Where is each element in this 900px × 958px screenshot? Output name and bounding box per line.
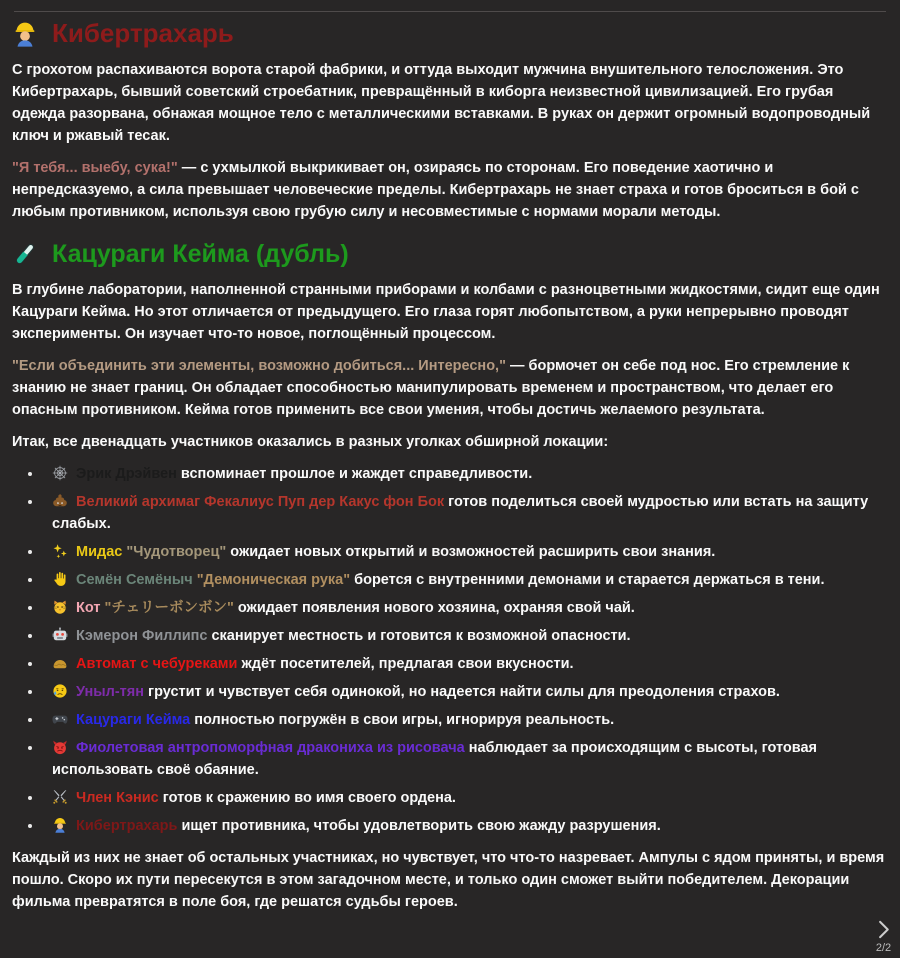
devil-face-icon (52, 739, 68, 755)
character-description: грустит и чувствует себя одинокой, но надеется найти силы для преодоления страхов. (148, 684, 780, 700)
top-divider (14, 11, 886, 12)
construction-worker-icon (12, 21, 38, 47)
outro-paragraph: Каждый из них не знает об остальных участниках, но чувствует, что что-то назревает. Ампулы с ядом приняты, и время пошло. Скоро их пути пересекутся в этом загадочном месте, и только один сможет выйти победителем. Декорации фильма превратятся в поле боя, где решатся судьбы героев. (12, 850, 885, 910)
sparkles-icon (52, 543, 68, 559)
cat-face-icon (52, 599, 68, 615)
character-name: Член Кэнис (76, 790, 159, 806)
crying-face-icon (52, 683, 68, 699)
roster-item (26, 709, 888, 731)
roster-item (26, 541, 888, 563)
raised-hand-icon (52, 571, 68, 587)
character-name: Автомат с чебуреками (76, 656, 238, 672)
character-description: вспоминает прошлое и жаждет справедливости. (180, 466, 533, 482)
spider-web-icon (52, 465, 68, 481)
character-nickname: "Чудотворец" (126, 544, 227, 560)
chat-message-page (0, 11, 900, 958)
roster-intro: Итак, все двенадцать участников оказались в разных уголках обширной локации: (12, 434, 609, 450)
character-description: ждёт посетителей, предлагая свои вкусности. (241, 656, 574, 672)
cybertrakhar-heading-label: Кибертрахарь (52, 18, 234, 48)
cybertrakhar-quote-paragraph (12, 157, 888, 223)
test-tube-icon (12, 241, 38, 267)
roster-item (26, 597, 888, 619)
page-indicator: 2/2 (875, 942, 892, 954)
roster-item (26, 787, 888, 809)
character-nickname: "Демоническая рука" (196, 572, 351, 588)
keima-quote-rest: — бормочет он себе под нос. Его стремление к знанию не знает границ. Он обладает способностью манипулировать временем и пространством, что делает его опасным противником. Кейма готов применить все свои умения, чтобы достичь желаемого результата. (12, 358, 850, 418)
character-description: готов к сражению во имя своего ордена. (162, 790, 456, 806)
robot-icon (52, 627, 68, 643)
character-name: Кибертрахарь (76, 818, 178, 834)
roster-item (26, 625, 888, 647)
roster-item (26, 653, 888, 675)
character-name: Фиолетовая антропоморфная дракониха из рисовача (76, 740, 465, 756)
construction-worker-icon (52, 817, 68, 833)
cybertrakhar-quote-rest: — с ухмылкой выкрикивает он, озираясь по сторонам. Его поведение хаотично и непредсказуемо, а сила превышает человеческие пределы. Кибертрахарь не знает страха и готов броситься в бой с любым противником, используя свою грубую силу и несовместимые с нормами морали методы. (12, 160, 859, 220)
keima-quote-paragraph (12, 355, 888, 421)
cybertrakhar-quote: "Я тебя... выебу, сука!" (12, 160, 178, 176)
roster-item (26, 491, 888, 535)
character-description: ожидает появления нового хозяина, охраняя свой чай. (237, 600, 635, 616)
character-nickname: "チェリーボンボン" (104, 600, 234, 616)
poop-icon (52, 493, 68, 509)
character-description: борется с внутренними демонами и старается держаться в тени. (354, 572, 825, 588)
next-page-button[interactable] (875, 919, 892, 940)
character-name: Кацураги Кейма (76, 712, 191, 728)
roster-item (26, 815, 888, 837)
cybertrakhar-description: С грохотом распахиваются ворота старой фабрики, и оттуда выходит мужчина внушительного телосложения. Это Кибертрахарь, бывший советский строебатник, превращённый в киборга неизвестной цивилизацией. Его грубая одежда разорвана, обнажая мощное тело с металлическими вставками. В руках он держит огромный водопроводный ключ и ржавый тесак. (12, 62, 871, 144)
keima-heading (12, 239, 888, 269)
keima-quote: "Если объединить эти элементы, возможно добиться... Интересно," (12, 358, 506, 374)
character-description: ожидает новых открытий и возможностей расширить свои знания. (230, 544, 716, 560)
character-name: Великий архимаг Фекалиус Пуп дер Какус фон Бок (76, 494, 445, 510)
character-name: Семён Семёныч (76, 572, 193, 588)
character-name: Эрик Дрэйвен (76, 466, 177, 482)
roster-list (12, 463, 888, 837)
roster-item (26, 681, 888, 703)
character-description: готов поделиться своей мудростью или встать на защиту слабых. (52, 494, 869, 532)
character-name: Уныл-тян (76, 684, 144, 700)
character-description: сканирует местность и готовится к возможной опасности. (211, 628, 631, 644)
character-name: Кэмерон Филлипс (76, 628, 208, 644)
character-description: полностью погружён в свои игры, игнорируя реальность. (194, 712, 615, 728)
roster-item (26, 463, 888, 485)
gamepad-icon (52, 711, 68, 727)
message-pager (875, 919, 892, 955)
character-name: Мидас (76, 544, 123, 560)
roster-item (26, 737, 888, 781)
keima-description: В глубине лаборатории, наполненной странными приборами и колбами с разноцветными жидкостями, сидит еще один Кацураги Кейма. Но этот отличается от предыдущего. Его глаза горят любопытством, а руки непрерывно проводят эксперименты. Он изучает что-то новое, поглощённый процессом. (12, 282, 880, 342)
chevron-right-icon (875, 928, 892, 943)
character-description: ищет противника, чтобы удовлетворить свою жажду разрушения. (181, 818, 661, 834)
cybertrakhar-heading (12, 18, 888, 49)
keima-heading-label: Кацураги Кейма (дубль) (52, 240, 349, 268)
character-description: наблюдает за происходящим с высоты, готовая использовать своё обаяние. (52, 740, 817, 778)
character-name: Кот (76, 600, 101, 616)
roster-item (26, 569, 888, 591)
crossed-swords-icon (52, 789, 68, 805)
cheburek-icon (52, 655, 68, 671)
